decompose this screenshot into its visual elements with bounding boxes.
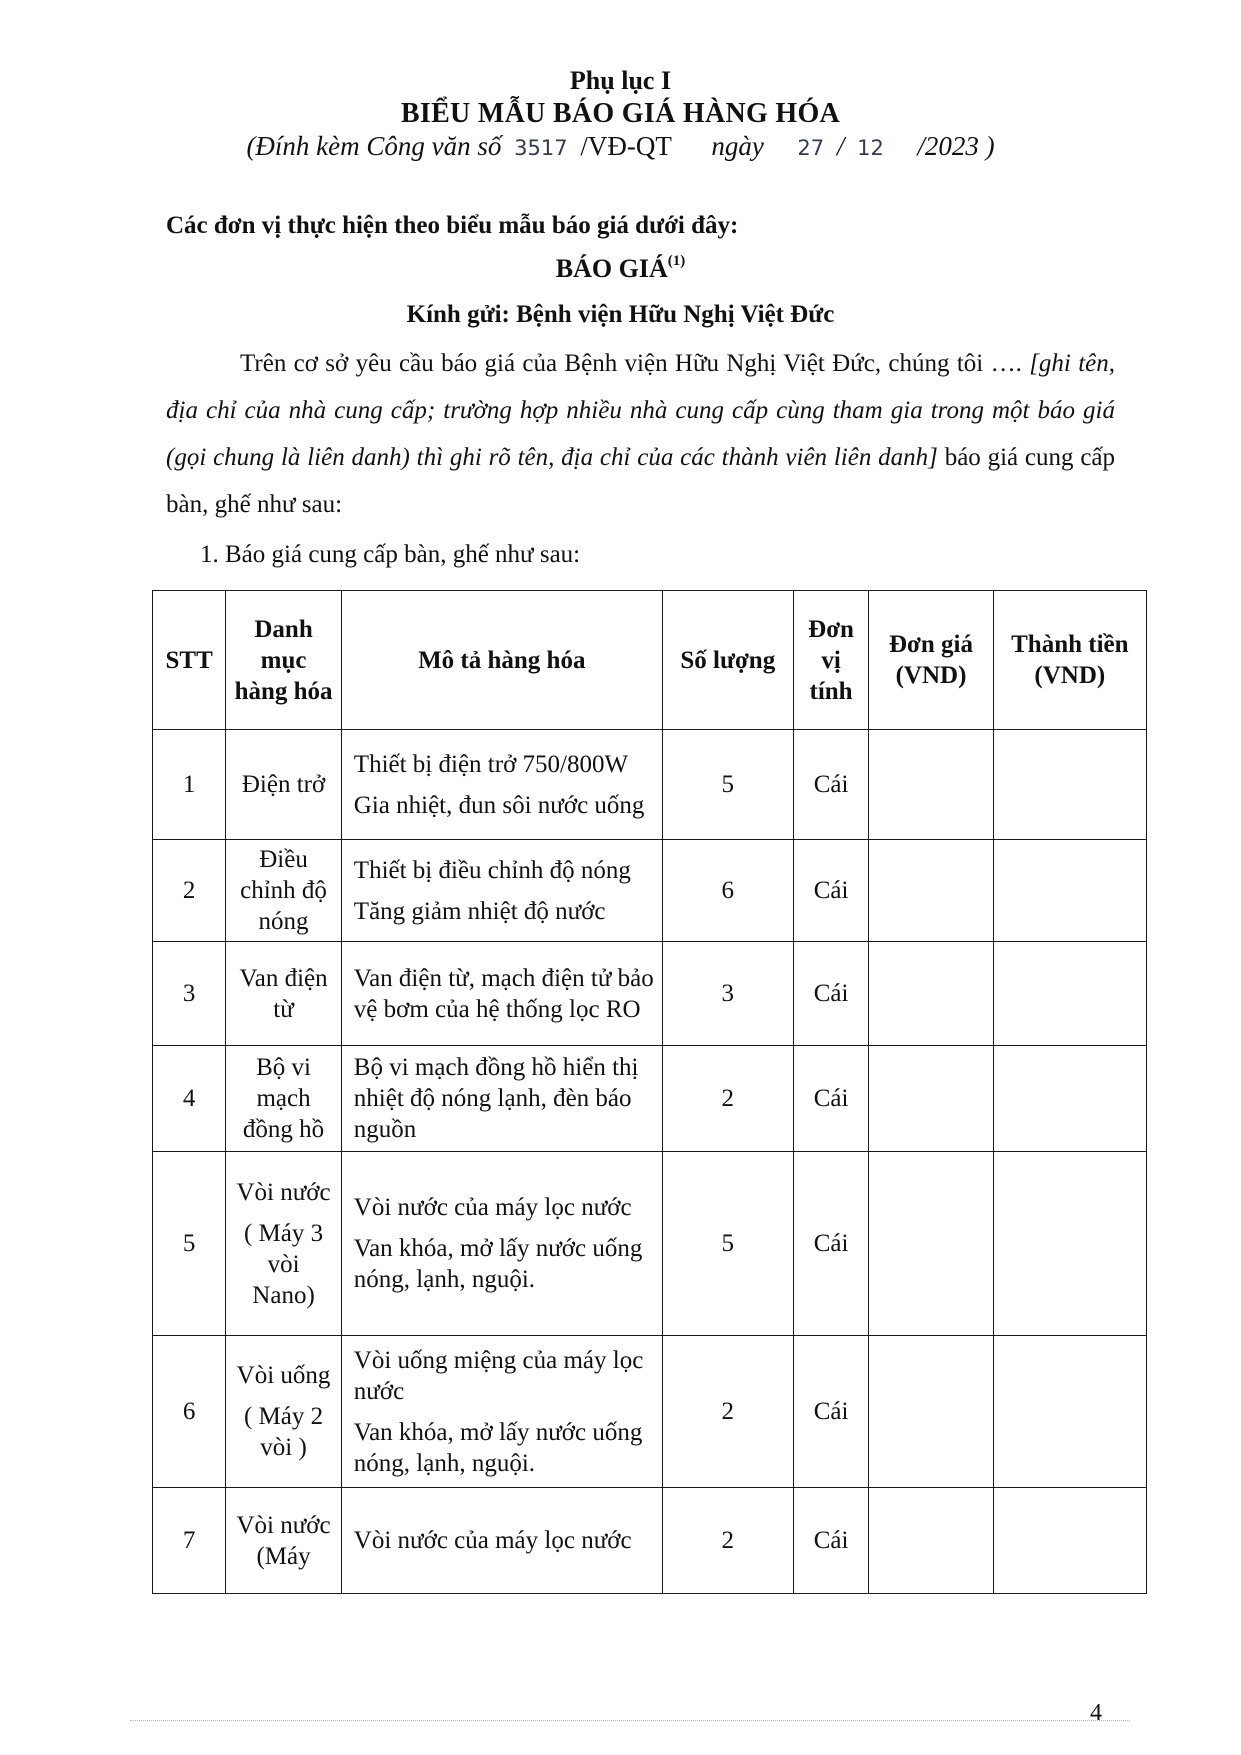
cell-quantity: 3 — [662, 942, 793, 1046]
intro-text: Các đơn vị thực hiện theo biểu mẫu báo giá dưới đây: — [166, 212, 739, 239]
table-row — [153, 1488, 1147, 1594]
cell-stt: 4 — [153, 1046, 226, 1152]
table-row — [153, 1152, 1147, 1336]
desc-line: Thiết bị điện trở 750/800W — [353, 750, 629, 778]
desc-line: Vòi uống miệng của máy lọc nước — [353, 1346, 644, 1405]
body-text-1: Trên cơ sở yêu cầu báo giá của Bệnh viện Hữu Nghị Việt Đức, chúng tôi …. — [240, 350, 1022, 377]
item-line: Vòi nước — [236, 1178, 331, 1206]
cell-unit-price — [869, 840, 993, 942]
doc-suffix: /VĐ-QT — [580, 131, 672, 161]
footer-divider — [130, 1720, 1130, 1721]
cell-total — [993, 942, 1146, 1046]
cell-item: Van điện từ — [226, 942, 342, 1046]
cell-stt: 3 — [153, 942, 226, 1046]
table-header-row — [153, 591, 1147, 730]
cell-item — [226, 1336, 342, 1488]
cell-quantity: 5 — [662, 730, 793, 840]
cell-stt: 5 — [153, 1152, 226, 1336]
cell-unit-price — [869, 1152, 993, 1336]
body-text-instruction: [ghi tên, địa chỉ của nhà cung cấp; trường hợp nhiều nhà cung cấp cùng tham gia trong một báo giá (gọi chung là liên danh) thì ghi rõ tên, địa chỉ của các thành viên liên danh] — [166, 350, 1115, 471]
desc-line: Vòi nước của máy lọc nước — [353, 1194, 632, 1221]
cell-quantity: 6 — [662, 840, 793, 942]
cell-total — [993, 1488, 1146, 1594]
cell-total — [993, 1046, 1146, 1152]
desc-line: Van khóa, mở lấy nước uống nóng, lạnh, nguội. — [353, 1418, 643, 1477]
header-quantity: Số lượng — [662, 591, 793, 730]
cell-item — [226, 1152, 342, 1336]
cell-quantity: 5 — [662, 1152, 793, 1336]
cell-description — [341, 730, 662, 840]
cell-unit: Cái — [793, 730, 869, 840]
desc-line: Tăng giảm nhiệt độ nước — [353, 897, 606, 925]
item-line: ( Máy 3 vòi Nano) — [243, 1219, 324, 1309]
cell-description — [341, 840, 662, 942]
table-row — [153, 1046, 1147, 1152]
cell-unit: Cái — [793, 1488, 869, 1594]
table-row — [153, 730, 1147, 840]
cell-unit-price — [869, 1046, 993, 1152]
desc-line: Van khóa, mở lấy nước uống nóng, lạnh, nguội. — [353, 1235, 643, 1293]
cell-description — [341, 1488, 662, 1594]
cell-quantity: 2 — [662, 1336, 793, 1488]
section-heading: 1. Báo giá cung cấp bàn, ghế như sau: — [200, 541, 581, 568]
table-row — [153, 840, 1147, 942]
cell-unit-price — [869, 1336, 993, 1488]
header-total: Thành tiền (VND) — [993, 591, 1146, 730]
cell-stt: 6 — [153, 1336, 226, 1488]
body-text-3: báo giá cung cấp bàn, ghế như sau: — [166, 444, 1116, 518]
cell-unit-price — [869, 1488, 993, 1594]
attachment-reference — [0, 131, 1241, 162]
cell-quantity: 2 — [662, 1488, 793, 1594]
desc-line: Gia nhiệt, đun sôi nước uống — [353, 791, 645, 819]
cell-item: Bộ vi mạch đồng hồ — [226, 1046, 342, 1152]
cell-item: Điều chỉnh độ nóng — [226, 840, 342, 942]
attach-prefix: (Đính kèm Công văn số — [246, 131, 502, 161]
cell-unit: Cái — [793, 942, 869, 1046]
cell-description — [341, 1336, 662, 1488]
cell-unit: Cái — [793, 1336, 869, 1488]
header-description: Mô tả hàng hóa — [341, 591, 662, 730]
cell-unit-price — [869, 730, 993, 840]
cell-stt: 2 — [153, 840, 226, 942]
cell-stt: 1 — [153, 730, 226, 840]
cell-unit: Cái — [793, 840, 869, 942]
document-title: BIỂU MẪU BÁO GIÁ HÀNG HÓA — [400, 98, 841, 129]
date-label: ngày — [711, 131, 764, 161]
date-separator: / — [836, 131, 845, 161]
cell-description — [341, 942, 662, 1046]
cell-description — [341, 1152, 662, 1336]
cell-description — [341, 1046, 662, 1152]
cell-total — [993, 730, 1146, 840]
cell-unit: Cái — [793, 1046, 869, 1152]
handwritten-day: 27 — [797, 136, 825, 160]
item-line: ( Máy 2 vòi ) — [243, 1403, 324, 1461]
desc-line: Thiết bị điều chỉnh độ nóng — [353, 856, 631, 884]
footnote-marker: (1) — [667, 253, 686, 270]
cell-item: Điện trở — [226, 730, 342, 840]
recipient-line: Kính gửi: Bệnh viện Hữu Nghị Việt Đức — [406, 301, 835, 328]
table-row — [153, 1336, 1147, 1488]
cell-quantity: 2 — [662, 1046, 793, 1152]
handwritten-doc-number: 3517 — [514, 136, 568, 160]
date-year: /2023 ) — [917, 131, 995, 161]
quote-title — [0, 254, 1241, 284]
header-stt: STT — [153, 591, 226, 730]
header-unit-price: Đơn giá (VND) — [869, 591, 993, 730]
quote-table — [152, 590, 1147, 1594]
body-paragraph — [166, 340, 1115, 528]
header-item: Danh mục hàng hóa — [226, 591, 342, 730]
cell-total — [993, 840, 1146, 942]
quote-title-text: BÁO GIÁ — [555, 254, 668, 283]
header-unit: Đơn vị tính — [793, 591, 869, 730]
cell-unit: Cái — [793, 1152, 869, 1336]
cell-item: Vòi nước (Máy — [226, 1488, 342, 1594]
cell-total — [993, 1336, 1146, 1488]
desc-line: Van điện từ, mạch điện tử bảo vệ bơm của hệ thống lọc RO — [353, 964, 654, 1023]
cell-unit-price — [869, 942, 993, 1046]
page-number: 4 — [1090, 1700, 1102, 1726]
cell-total — [993, 1152, 1146, 1336]
desc-line: Bộ vi mạch đồng hồ hiển thị nhiệt độ nóng lạnh, đèn báo nguồn — [353, 1054, 639, 1143]
appendix-label: Phụ lục I — [569, 66, 672, 95]
cell-stt: 7 — [153, 1488, 226, 1594]
table-row — [153, 942, 1147, 1046]
item-line: Vòi uống — [236, 1362, 331, 1389]
desc-line: Vòi nước của máy lọc nước — [353, 1527, 632, 1554]
handwritten-month: 12 — [857, 136, 884, 160]
